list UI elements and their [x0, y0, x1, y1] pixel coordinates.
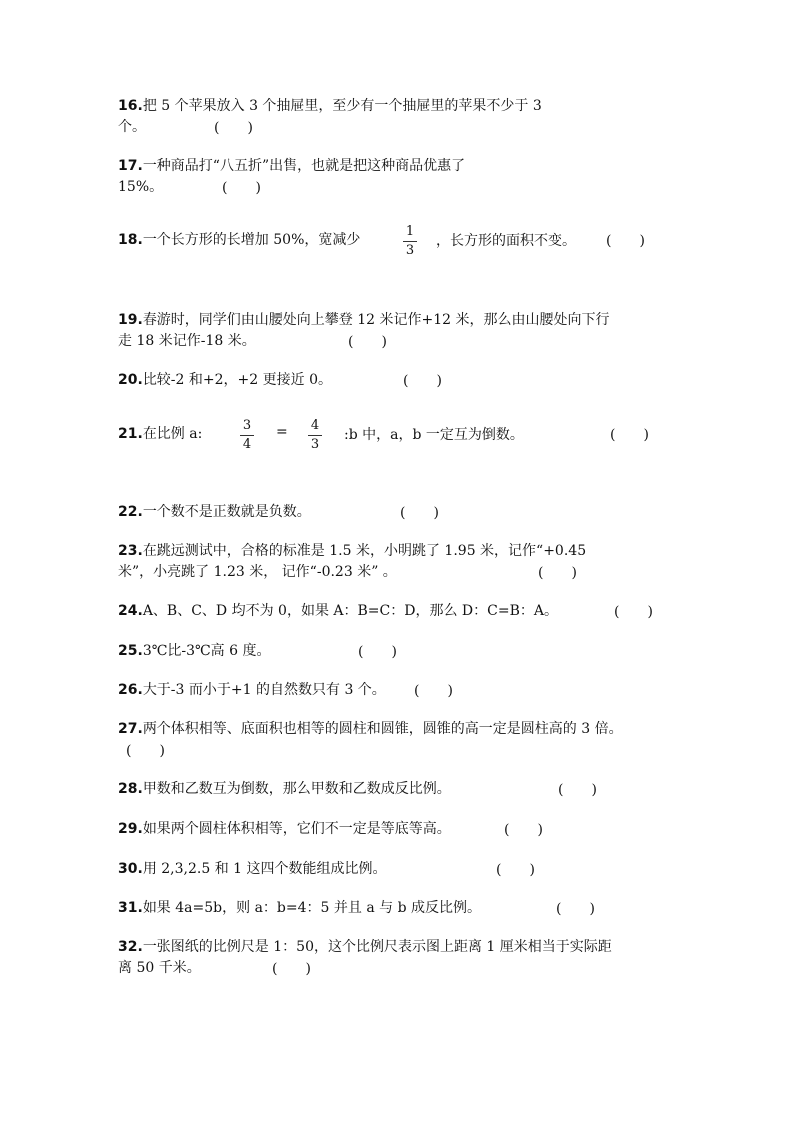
- question-number: 31.: [118, 900, 143, 916]
- answer-paren[interactable]: ( ): [504, 822, 543, 838]
- answer-paren[interactable]: ( ): [222, 180, 261, 196]
- question-text-line1: 两个体积相等、底面积也相等的圆柱和圆锥，圆锥的高一定是圆柱高的 3 倍。: [142, 721, 623, 737]
- question-text: 用 2,3,2.5 和 1 这四个数能组成比例。: [142, 861, 387, 877]
- question-text-line1: 把 5 个苹果放入 3 个抽屉里，至少有一个抽屉里的苹果不少于 3: [142, 98, 542, 114]
- fraction-one-third: 1 3: [403, 224, 417, 259]
- question-16-line2: [118, 117, 146, 138]
- question-20: [118, 370, 332, 391]
- question-number: 30.: [118, 861, 143, 877]
- question-text-pre: 在比例 a:: [142, 426, 203, 442]
- question-text-line1: 在跳远测试中，合格的标准是 1.5 米，小明跳了 1.95 米，记作“+0.45: [142, 543, 587, 559]
- question-text-line2: 离 50 千米。: [118, 960, 201, 976]
- question-19-line2: [118, 331, 256, 352]
- question-text-line2: 个。: [118, 119, 146, 135]
- question-text-line2: 走 18 米记作-18 米。: [118, 333, 256, 349]
- equals-sign: =: [276, 424, 288, 440]
- answer-paren[interactable]: ( ): [126, 743, 165, 759]
- question-text: 3℃比-3℃高 6 度。: [142, 643, 271, 659]
- question-22: [118, 502, 311, 523]
- answer-paren[interactable]: ( ): [348, 334, 387, 350]
- question-19: [118, 310, 610, 331]
- question-text-line2: 15%。: [118, 179, 164, 195]
- answer-paren[interactable]: ( ): [403, 373, 442, 389]
- question-31: [118, 898, 481, 919]
- question-number: 22.: [118, 504, 143, 520]
- answer-paren[interactable]: ( ): [414, 683, 453, 699]
- question-28: [118, 779, 451, 800]
- question-number: 32.: [118, 939, 143, 955]
- question-text-line2: 米”，小亮跳了 1.23 米， 记作“-0.23 米” 。: [118, 564, 397, 580]
- answer-paren[interactable]: ( ): [614, 604, 653, 620]
- answer-paren[interactable]: ( ): [272, 961, 311, 977]
- question-text-line1: 春游时，同学们由山腰处向上攀登 12 米记作+12 米，那么由山腰处向下行: [142, 312, 610, 328]
- answer-paren[interactable]: ( ): [556, 901, 595, 917]
- question-number: 18.: [118, 232, 143, 248]
- question-24: [118, 601, 558, 622]
- question-21: [118, 424, 202, 445]
- question-text: 比较-2 和+2，+2 更接近 0。: [142, 372, 332, 388]
- question-text: 如果两个圆柱体积相等，它们不一定是等底等高。: [142, 821, 451, 837]
- question-number: 16.: [118, 98, 143, 114]
- question-number: 21.: [118, 426, 143, 442]
- question-30: [118, 859, 387, 880]
- answer-paren[interactable]: ( ): [606, 233, 645, 249]
- question-26: [118, 680, 386, 701]
- answer-paren[interactable]: ( ): [558, 782, 597, 798]
- question-number: 17.: [118, 158, 143, 174]
- question-text: 大于-3 而小于+1 的自然数只有 3 个。: [142, 682, 386, 698]
- answer-paren[interactable]: ( ): [496, 862, 535, 878]
- question-text-line1: 一种商品打“八五折”出售，也就是把这种商品优惠了: [142, 158, 466, 174]
- question-text: 一个数不是正数就是负数。: [142, 504, 311, 520]
- question-number: 19.: [118, 312, 143, 328]
- question-17: [118, 156, 465, 177]
- question-number: 29.: [118, 821, 143, 837]
- question-text: 如果 4a=5b，则 a：b=4：5 并且 a 与 b 成反比例。: [142, 900, 481, 916]
- fraction-three-fourths: 3 4: [240, 418, 254, 453]
- answer-paren[interactable]: ( ): [358, 644, 397, 660]
- question-25: [118, 641, 271, 662]
- question-number: 27.: [118, 721, 143, 737]
- question-text-line1: 一张图纸的比例尺是 1：50，这个比例尺表示图上距离 1 厘米相当于实际距: [142, 939, 612, 955]
- question-16: [118, 96, 542, 117]
- question-number: 23.: [118, 543, 143, 559]
- question-text-post: ，长方形的面积不变。: [436, 233, 576, 249]
- question-number: 25.: [118, 643, 143, 659]
- answer-paren[interactable]: ( ): [610, 427, 649, 443]
- answer-paren[interactable]: ( ): [538, 565, 577, 581]
- question-text: 甲数和乙数互为倒数，那么甲数和乙数成反比例。: [142, 781, 451, 797]
- question-27: [118, 719, 623, 740]
- question-number: 26.: [118, 682, 143, 698]
- question-text-pre: 一个长方形的长增加 50%，宽减少: [142, 232, 361, 248]
- question-text-post: :b 中，a，b 一定互为倒数。: [344, 427, 524, 443]
- question-17-line2: [118, 177, 163, 198]
- question-32: [118, 937, 612, 958]
- question-text: A、B、C、D 均不为 0，如果 A：B=C：D，那么 D：C=B：A。: [142, 603, 558, 619]
- answer-paren[interactable]: ( ): [214, 120, 253, 136]
- answer-paren[interactable]: ( ): [400, 505, 439, 521]
- question-18: [118, 230, 360, 251]
- question-23-line2: [118, 562, 397, 583]
- question-number: 28.: [118, 781, 143, 797]
- question-number: 20.: [118, 372, 143, 388]
- question-number: 24.: [118, 603, 143, 619]
- fraction-four-thirds: 4 3: [308, 418, 322, 453]
- question-23: [118, 541, 586, 562]
- question-29: [118, 819, 451, 840]
- question-32-line2: [118, 958, 201, 979]
